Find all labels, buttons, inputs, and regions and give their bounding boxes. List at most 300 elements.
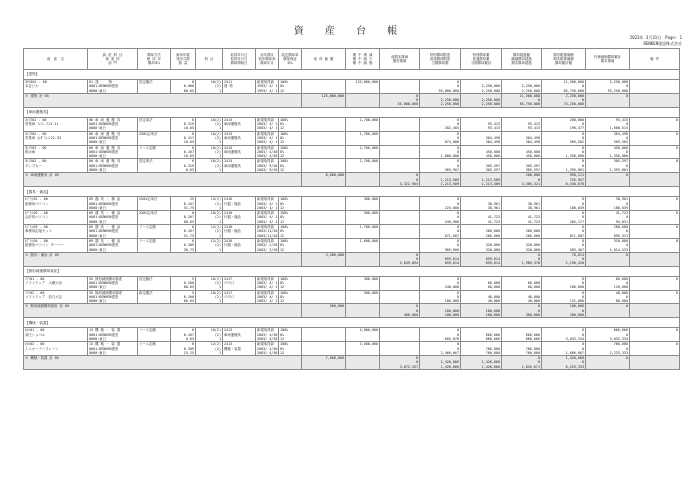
column-header: 取 得 価 額: [302, 49, 346, 70]
asset-cell-rem: 10(2) (2) 1: [196, 145, 223, 159]
asset-cell-cost: 300,000: [346, 290, 380, 304]
asset-cell-endbook: 364,498 0 509,502: [586, 131, 630, 145]
asset-cell-cat: 35 無形減価償却資産 0001:DENKEN建設 0000:東日: [88, 276, 138, 290]
asset-cell-pyear: 100% 0% 12: [279, 238, 302, 252]
asset-cell-acc: 305,597 305,597: [502, 159, 542, 173]
asset-cell-life: [171, 159, 196, 173]
asset-cell-name: 3ｼｱﾖ01 - 00 営業車 ﾌｲｯﾄ-711-11: [24, 117, 88, 131]
asset-cell-acc: 93,415 93,415: [502, 117, 542, 131]
section-total-row: [24, 93, 680, 107]
asset-cell-cat: 09 器 具 ・ 備 品 0001:DENKEN建設 0000:東日: [88, 225, 138, 239]
asset-cell-chg: [380, 290, 420, 304]
total-cell-cost: 500,000: [302, 304, 346, 318]
section-title: 【無形減価償却資産】: [24, 266, 680, 276]
asset-cell-rate: [302, 290, 346, 304]
section-total-label: ※ 機械・装置 計 05: [24, 356, 302, 370]
asset-cell-dates: 新規取得資 2003/ 4/30 2003/ 4/30: [257, 328, 278, 341]
asset-cell-method: 250%定率法: [138, 197, 171, 211]
asset-cell-acc: 320,000 320,000: [502, 238, 542, 252]
total-cell-excess: 0 0 1,645,671: [502, 356, 542, 370]
asset-cell-chg: [380, 342, 420, 356]
asset-cell-endbook: 38,961 0 186,039: [586, 197, 630, 211]
asset-cell-yen: 0: [630, 342, 680, 356]
total-cell-empty: [346, 93, 380, 107]
asset-row: [24, 238, 680, 252]
asset-cell-rate: [302, 197, 346, 211]
total-cell-empty: [346, 304, 380, 318]
column-header: 前年期末 前年償却率 償却年月: [256, 49, 279, 70]
asset-cell-acct: 2413 車両運搬具: [223, 328, 256, 342]
total-cell-acc: 100,000 100,000: [461, 304, 502, 318]
total-cell-book: 0 0 3,322,903: [380, 173, 420, 187]
asset-cell-yen: 0: [630, 131, 680, 145]
total-cell-endbook: 100,000 0 200,000: [542, 304, 586, 318]
asset-cell-rate: [302, 238, 346, 252]
asset-cell-endbook: 666,666 0 3,033,334: [586, 328, 630, 342]
total-cell-acc: 1,426,666 1,426,666: [461, 356, 502, 370]
asset-cell-dates: 新規取得資 2003/ 9/26 2003/ 9/26: [257, 159, 278, 173]
asset-cell-excess: 0 0 186,039: [542, 197, 586, 211]
asset-cell-book: 0 0 246,900: [420, 211, 461, 225]
total-cell-dep: 100,000 100,000: [420, 304, 461, 318]
section-total-label: ※ 器具・備品 計 05: [24, 252, 302, 266]
asset-cell-chg: [380, 276, 420, 290]
column-header: 資 産 名: [24, 49, 88, 70]
asset-cell-dep: 260,000 260,000: [461, 225, 502, 239]
asset-cell-dep: 38,961 38,961: [461, 197, 502, 211]
section-header-row: [24, 187, 680, 197]
column-header: 耐用年数 残年月数 数 量: [171, 49, 196, 70]
asset-cell-book: 0 0 1,800,000: [420, 145, 461, 159]
asset-cell-pyear: 100% 0% 12: [279, 290, 302, 304]
page-meta: [630, 35, 682, 47]
asset-cell-acct: 2415 車両運搬具: [223, 117, 256, 131]
column-header: 償却方法 耐 用 年 償却率%: [138, 49, 171, 70]
total-cell-cost: 125,000,000: [302, 93, 346, 107]
asset-cell-dep: 2,250,000 2,250,000: [461, 80, 502, 94]
asset-cell-yen: 0: [630, 290, 680, 304]
asset-cell-yen: 0: [630, 211, 680, 225]
asset-cell-rem: 10(2) (2) 1: [196, 211, 223, 225]
asset-cell-pyear: 100% 0% 12: [279, 342, 302, 356]
asset-cell-dates: 新規取得資 2003/ 4/ 1 2003/ 4/ 1: [257, 131, 278, 145]
asset-cell-dep: 666,666 666,666: [461, 328, 502, 342]
ledger-body: [24, 70, 680, 370]
section-title: 【建物】: [24, 70, 680, 80]
asset-cell-life: [171, 328, 196, 342]
asset-cell-cat: 35 無形減価償却資産 0001:DENKEN建設 0000:東日: [88, 290, 138, 304]
section-total-row: [24, 252, 680, 266]
asset-cell-cost: 2,700,000: [346, 145, 380, 159]
asset-life: 6 0.319 0.65: [183, 159, 194, 173]
asset-cell-excess: 0 0 1,666,667: [542, 342, 586, 356]
asset-cell-acct: 2417 ｿﾌﾄｳｪｱ: [223, 276, 256, 290]
total-cell-acc: 1,213,509 1,213,509: [461, 173, 502, 187]
asset-cell-pyear: 100% 0% 12: [279, 131, 302, 145]
asset-cell-life: [171, 211, 196, 225]
asset-cell-yen: 0: [630, 328, 680, 342]
asset-cell-rem: 12(2) (2) 1: [196, 225, 223, 239]
asset-cell-cost: 300,000: [346, 197, 380, 211]
total-cell-dep: 1,426,666 1,426,666: [420, 356, 461, 370]
asset-cell-chg: [380, 117, 420, 131]
asset-life: 6 0.309 15.25: [183, 342, 194, 355]
asset-cell-method: 旧定率法: [138, 159, 171, 173]
asset-cell-cat: 13 機 械 ・ 装 置 0001:DENKEN建設 0000:東日: [88, 342, 138, 356]
asset-cell-chg: [380, 145, 420, 159]
total-cell-book: 0 0 55,000,000: [380, 93, 420, 107]
asset-cell-acct: 2415 車両運搬具: [223, 145, 256, 159]
asset-cell-pyear: 100% 0% 12: [279, 211, 302, 225]
column-header: 資 産 科 目 事 業 所 部 門: [88, 49, 138, 70]
asset-cell-book: 0 0 874,000: [420, 131, 461, 145]
asset-cell-excess: 0 0 1,350,000: [542, 145, 586, 159]
asset-cell-yen: 0: [630, 145, 680, 159]
asset-cell-name: 3ｼｱﾖ03 - 00 散水車: [24, 145, 88, 159]
asset-cell-method: リース定額: [138, 328, 171, 342]
asset-cell-life: [171, 342, 196, 356]
asset-cell-book: 0 0 605,670: [420, 328, 461, 342]
asset-cell-name: ｿﾌﾄ02 - 00 ソフトウェア 給与大臣: [24, 290, 88, 304]
asset-cell-method: リース定額: [138, 342, 171, 356]
total-cell-empty: [630, 252, 680, 266]
asset-cell-cost: 1,600,000: [346, 238, 380, 252]
asset-cell-acct: 2416 什器・備品: [223, 225, 256, 239]
asset-cell-yen: [630, 80, 680, 94]
asset-cell-book: 0 0 2,466,667: [420, 342, 461, 356]
asset-cell-name: 3ｻﾝ001 - 00 本社ビル: [24, 80, 88, 94]
asset-cell-pyear: 100% 0% 12: [279, 80, 302, 94]
asset-cell-rem: 10(2) (2) 1: [196, 80, 223, 94]
asset-cell-rate: [302, 342, 346, 356]
asset-cell-cat: 09 器 具 ・ 備 品 0001:DENKEN建設 0000:東日: [88, 211, 138, 225]
asset-cell-acct: 2416 什器・備品: [223, 238, 256, 252]
asset-cell-method: リース定額: [138, 225, 171, 239]
section-total-label: ※ 無形減価償却資産 計 05: [24, 304, 302, 318]
section-title: 【器具・備品】: [24, 187, 680, 197]
total-cell-book: 0 0 3,072,337: [380, 356, 420, 370]
asset-cell-excess: 0 0 585,467: [542, 238, 586, 252]
asset-cell-pyear: 100% 0% 12: [279, 117, 302, 131]
asset-cell-chg: [380, 159, 420, 173]
asset-cell-rem: 10(2) (2) 1: [196, 290, 223, 304]
asset-cell-rem: 13(2) (2) 1: [196, 197, 223, 211]
section-total-label: ※ 車両運搬具 計 05: [24, 173, 302, 187]
asset-cell-life: [171, 290, 196, 304]
total-cell-dep: 2,250,000 2,250,000: [420, 93, 461, 107]
column-header: 改定償却率 償却保証 率%: [279, 49, 302, 70]
asset-cell-chg: [380, 211, 420, 225]
asset-cell-dep: 305,597 305,597: [461, 159, 502, 173]
asset-row: [24, 225, 680, 239]
asset-cell-acc: 760,000 760,000: [502, 342, 542, 356]
asset-row: [24, 131, 680, 145]
asset-cell-rate: [302, 225, 346, 239]
asset-cell-yen: 0: [630, 159, 680, 173]
asset-cell-cost: 1,700,000: [346, 225, 380, 239]
asset-cell-chg: [380, 197, 420, 211]
total-cell-excess: 0 0 300,000: [502, 304, 542, 318]
asset-life: 5 0.200 80.65: [183, 276, 194, 290]
asset-cell-rate: [302, 117, 346, 131]
asset-cell-chg: [380, 225, 420, 239]
asset-cell-book: 0 0 225,000: [420, 197, 461, 211]
asset-cell-yen: 0: [630, 197, 680, 211]
asset-cell-acc: 260,000 260,000: [502, 225, 542, 239]
asset-life: 5 0.200 60.65: [183, 290, 194, 304]
asset-cell-yen: 0: [630, 276, 680, 290]
asset-cell-endbook: 450,000 0 1,350,000: [586, 145, 630, 159]
asset-cell-rate: [302, 159, 346, 173]
asset-cell-pyear: 100% 0% 12: [279, 159, 302, 173]
header-row: [24, 49, 680, 70]
asset-cell-dep: 364,498 364,498: [461, 131, 502, 145]
asset-cell-book: 0 0 282,403: [420, 117, 461, 131]
asset-cell-endbook: 48,000 0 80,000: [586, 290, 630, 304]
asset-cell-dates: 新規取得資 2003/ 4/ 1 2003/ 4/ 1: [257, 276, 278, 290]
asset-cell-cost: 3,600,000: [346, 342, 380, 356]
asset-cell-method: 旧定額法: [138, 80, 171, 94]
column-header: 償却超過額 繰越償却超過 期末償却超過: [502, 49, 542, 70]
column-header: 特別償却累 普通償却累 当期償却累計: [461, 49, 502, 70]
asset-cell-pyear: 100% 0% 12: [279, 197, 302, 211]
asset-cell-acct: 2417 ｿﾌﾄｳｪｱ: [223, 290, 256, 304]
asset-cell-endbook: 93,415 0 1,600,515: [586, 117, 630, 131]
asset-cell-name: 3ｼｱﾖ02 - 00 営業車 ﾎﾝﾀﾞﾌｨｯﾄ22-33: [24, 131, 88, 145]
asset-cell-book: 0 0 55,000,000: [420, 80, 461, 94]
section-header-row: [24, 70, 680, 80]
asset-cell-life: [171, 131, 196, 145]
column-header: 特別償却限度 普通償却限度 当期償却額: [420, 49, 461, 70]
asset-cell-acct: 2416 什器・備品: [223, 211, 256, 225]
asset-cell-endbook: 260,000 0 895,313: [586, 225, 630, 239]
asset-cell-acc: 364,498 364,498: [502, 131, 542, 145]
asset-row: [24, 197, 680, 211]
asset-cell-book: 0 0 871,687: [420, 225, 461, 239]
asset-row: [24, 145, 680, 159]
asset-life: 6 0.167 0.65: [183, 328, 194, 341]
asset-cell-life: [171, 238, 196, 252]
total-cell-endbook: 78,614 0 2,190,320: [542, 252, 586, 266]
section-total-label: ※ 建物 計 05: [24, 93, 302, 107]
total-cell-yen: 0: [586, 304, 630, 318]
asset-cell-name: 3ｼｱﾖ02 - 00 ダンプカー: [24, 159, 88, 173]
asset-cell-dates: 新規取得資 2003/11/20 2003/11/20: [257, 225, 278, 238]
asset-cell-acc: 48,000 48,000: [502, 290, 542, 304]
asset-cell-dates: 新規取得資 2003/ 4/30 2003/ 4/30: [257, 145, 278, 159]
asset-cell-method: 250%定率法: [138, 211, 171, 225]
asset-cell-cat: 06 車 両 運 搬 具 0001:DENKEN建設 0000:東日: [88, 117, 138, 131]
asset-cell-dates: 新規取得資 2003/ 4/ 1 2003/ 4/ 1: [257, 117, 278, 131]
asset-cell-dates: 新規取得資 2003/ 4/ 1 2003/ 4/ 1: [257, 211, 278, 224]
asset-cell-name: ｷﾌﾞﾋﾝ01 - 00 総務用パソコン: [24, 197, 88, 211]
asset-row: [24, 159, 680, 173]
asset-cell-rem: 12(2) (2) 1: [196, 238, 223, 252]
asset-cell-rate: [302, 211, 346, 225]
asset-cell-acct: 2413 機械・装置: [223, 342, 256, 356]
asset-cell-excess: 11,500,000 0 85,750,000: [542, 80, 586, 94]
asset-cell-yen: 0: [630, 238, 680, 252]
asset-cell-excess: 200,000 0 196,477: [542, 117, 586, 131]
asset-cell-life: [171, 197, 196, 211]
asset-cell-chg: [380, 238, 420, 252]
asset-cell-dates: 新規取得資 2003/ 2/28 2003/ 2/28: [257, 238, 278, 252]
asset-cell-cat: 01 建 物 0001:DENKEN建設 0000:東日: [88, 80, 138, 94]
total-cell-cost: 8,600,000: [302, 173, 346, 187]
asset-cell-method: 旧定率法: [138, 117, 171, 131]
asset-row: [24, 117, 680, 131]
section-title: 【車両運搬具】: [24, 107, 680, 117]
asset-cell-dates: 新規取得資 2003/ 4/ 1 2003/ 4/ 1: [257, 197, 278, 210]
section-total-row: [24, 304, 680, 318]
asset-cell-book: 0 0 180,000: [420, 290, 461, 304]
asset-cell-rate: [302, 80, 346, 94]
asset-ledger-table: [23, 48, 680, 370]
asset-cell-cost: 300,000: [346, 276, 380, 290]
total-cell-acc: 2,250,000 2,250,000: [461, 93, 502, 107]
asset-cell-rate: [302, 131, 346, 145]
total-cell-excess: 11,500,000 0 85,750,000: [502, 93, 542, 107]
total-cell-empty: [630, 93, 680, 107]
asset-cell-acc: 666,666 666,666: [502, 328, 542, 342]
asset-life: 8 0.000 80.65: [183, 80, 194, 93]
section-title: 【機械・装置】: [24, 318, 680, 328]
column-header: 期首帳簿価額 期末帳簿価額 償却累計額: [542, 49, 586, 70]
asset-cell-acc: 38,961 38,961: [502, 197, 542, 211]
total-cell-excess: 200,000 0 3,305,321: [502, 173, 542, 187]
asset-cell-book: 0 0 365,907: [420, 159, 461, 173]
asset-cell-rem: 10(2) (2) 1: [196, 328, 223, 342]
asset-cell-cat: 09 器 具 ・ 備 品 0001:DENKEN建設 0000:東日: [88, 238, 138, 252]
total-cell-dep: 659,614 659,614: [420, 252, 461, 266]
asset-cell-endbook: 305,597 0 1,395,801: [586, 159, 630, 173]
asset-cell-life: [171, 117, 196, 131]
asset-cell-excess: 0 0 180,000: [542, 276, 586, 290]
asset-row: [24, 342, 680, 356]
asset-cell-rem: 10(2) (2) 1: [196, 159, 223, 173]
asset-life: 6 0.309 36.75: [183, 238, 194, 252]
total-cell-acc: 659,614 659,614: [461, 252, 502, 266]
asset-life: 6 0.167 10.65: [183, 145, 194, 159]
asset-cell-name: ｷｶｲ02 - 00 ミニホーラーフレーン: [24, 342, 88, 356]
total-cell-endbook: 1,426,666 0 6,253,333: [542, 356, 586, 370]
column-header: 取得年月日 取得年月日 償却開始日: [223, 49, 256, 70]
asset-cell-rem: 10(2) (2) 1: [196, 276, 223, 290]
asset-cell-dep: 41,723 41,723: [461, 211, 502, 225]
asset-cell-yen: 0: [630, 117, 680, 131]
total-cell-cost: 3,500,000: [302, 252, 346, 266]
asset-cell-method: リース定額: [138, 145, 171, 159]
asset-cell-excess: 0 0 1,395,801: [542, 159, 586, 173]
asset-cell-endbook: 2,250,000 0 55,250,000: [586, 80, 630, 94]
asset-cell-yen: 0: [630, 225, 680, 239]
asset-cell-life: [171, 276, 196, 290]
asset-cell-pyear: 100% 0% 12: [279, 276, 302, 290]
total-cell-empty: [346, 173, 380, 187]
asset-cell-cost: 125,000,000: [346, 80, 380, 94]
asset-cell-pyear: 100% 0% 12: [279, 145, 302, 159]
total-cell-yen: 0: [586, 93, 630, 107]
asset-cell-excess: 0 0 3,033,334: [542, 328, 586, 342]
column-header: 期 中 増 減 期 中 減 少 期 中 減 損: [346, 49, 380, 70]
asset-life: 6 0.167 51.75: [183, 225, 194, 238]
asset-cell-cost: 2,700,000: [346, 159, 380, 173]
total-cell-book: 0 0 400,000: [380, 304, 420, 318]
asset-cell-name: ｷﾌﾞﾋﾝ02 - 00 会計用パソコン: [24, 211, 88, 225]
column-header: 前期末簿価 期首簿価: [380, 49, 420, 70]
asset-cell-acc: 41,723 41,723: [502, 211, 542, 225]
asset-cell-life: [171, 225, 196, 239]
asset-cell-endbook: 760,000 0 2,233,333: [586, 342, 630, 356]
asset-life: 6 0.319 10.65: [183, 117, 194, 131]
section-total-row: [24, 173, 680, 187]
asset-row: [24, 290, 680, 304]
asset-cell-chg: [380, 328, 420, 342]
asset-cell-rate: [302, 328, 346, 342]
asset-cell-rem: 10(2) (2) 1: [196, 117, 223, 131]
asset-cell-cat: 09 器 具 ・ 備 品 0001:DENKEN建設 0000:東日: [88, 197, 138, 211]
asset-cell-cost: 4,000,000: [346, 328, 380, 342]
total-cell-yen: 0: [586, 173, 630, 187]
asset-cell-endbook: 41,723 0 94,831: [586, 211, 630, 225]
asset-cell-rem: 12(2) (2) 1: [196, 342, 223, 356]
asset-cell-dep: 320,000 320,000: [461, 238, 502, 252]
asset-cell-dates: 新規取得資 2003/ 4/30 2003/ 4/30: [257, 342, 278, 355]
asset-row: [24, 328, 680, 342]
total-cell-empty: [346, 252, 380, 266]
total-cell-empty: [630, 173, 680, 187]
total-cell-empty: [346, 356, 380, 370]
asset-cell-chg: [380, 131, 420, 145]
asset-cell-rate: [302, 276, 346, 290]
column-header: 備 考: [630, 49, 680, 70]
asset-cell-method: 新定額法: [138, 290, 171, 304]
asset-row: [24, 80, 680, 94]
asset-cell-cost: 1,700,000: [346, 131, 380, 145]
asset-row: [24, 211, 680, 225]
asset-cell-acct: 2416 什器・備品: [223, 197, 256, 211]
asset-cell-acc: 450,000 450,000: [502, 145, 542, 159]
total-cell-excess: 0 0 1,989,378: [502, 252, 542, 266]
asset-cell-name: ｷﾌﾞﾋﾝ03 - 00 事務用応接セット: [24, 225, 88, 239]
total-cell-endbook: 958,111 755,957 6,340,678: [542, 173, 586, 187]
total-cell-endbook: 2,250,000 0 74,250,000: [542, 93, 586, 107]
asset-cell-cat: 06 車 両 運 搬 具 0001:DENKEN建設 0000:東日: [88, 131, 138, 145]
asset-cell-dates: 新規取得資 1993/ 4/ 1 1993/ 4/ 1: [257, 80, 278, 93]
asset-cell-dep: 60,000 60,000: [461, 276, 502, 290]
asset-cell-acct: 2411 建 物: [223, 80, 256, 94]
asset-cell-name: ｿﾌﾄ01 - 00 ソフトウェア 大蔵大臣: [24, 276, 88, 290]
asset-cell-excess: 0 0 611,687: [542, 225, 586, 239]
asset-cell-dep: 760,000 760,000: [461, 342, 502, 356]
total-cell-yen: 0: [586, 356, 630, 370]
asset-cell-dates: 新規取得資 2003/ 4/ 1 2003/ 4/ 1: [257, 290, 278, 304]
total-cell-yen: 0: [586, 252, 630, 266]
total-cell-dep: 1,213,509 1,213,509: [420, 173, 461, 187]
asset-cell-acct: 2415 車両運搬具: [223, 159, 256, 173]
page-title: 資 産 台 帳: [293, 26, 407, 37]
asset-cell-chg: [380, 80, 420, 94]
asset-cell-name: ｷﾌﾞﾋﾝ04 - 00 総務用パソコン サーバー: [24, 238, 88, 252]
asset-cell-rate: [302, 145, 346, 159]
section-header-row: [24, 318, 680, 328]
asset-cell-excess: 0 0 509,502: [542, 131, 586, 145]
asset-cell-cost: 300,000: [346, 211, 380, 225]
asset-life: 6 0.417 10.65: [183, 131, 194, 145]
asset-row: [24, 276, 680, 290]
asset-cell-endbook: 60,000 0 120,000: [586, 276, 630, 290]
asset-cell-endbook: 320,000 0 1,014,533: [586, 238, 630, 252]
